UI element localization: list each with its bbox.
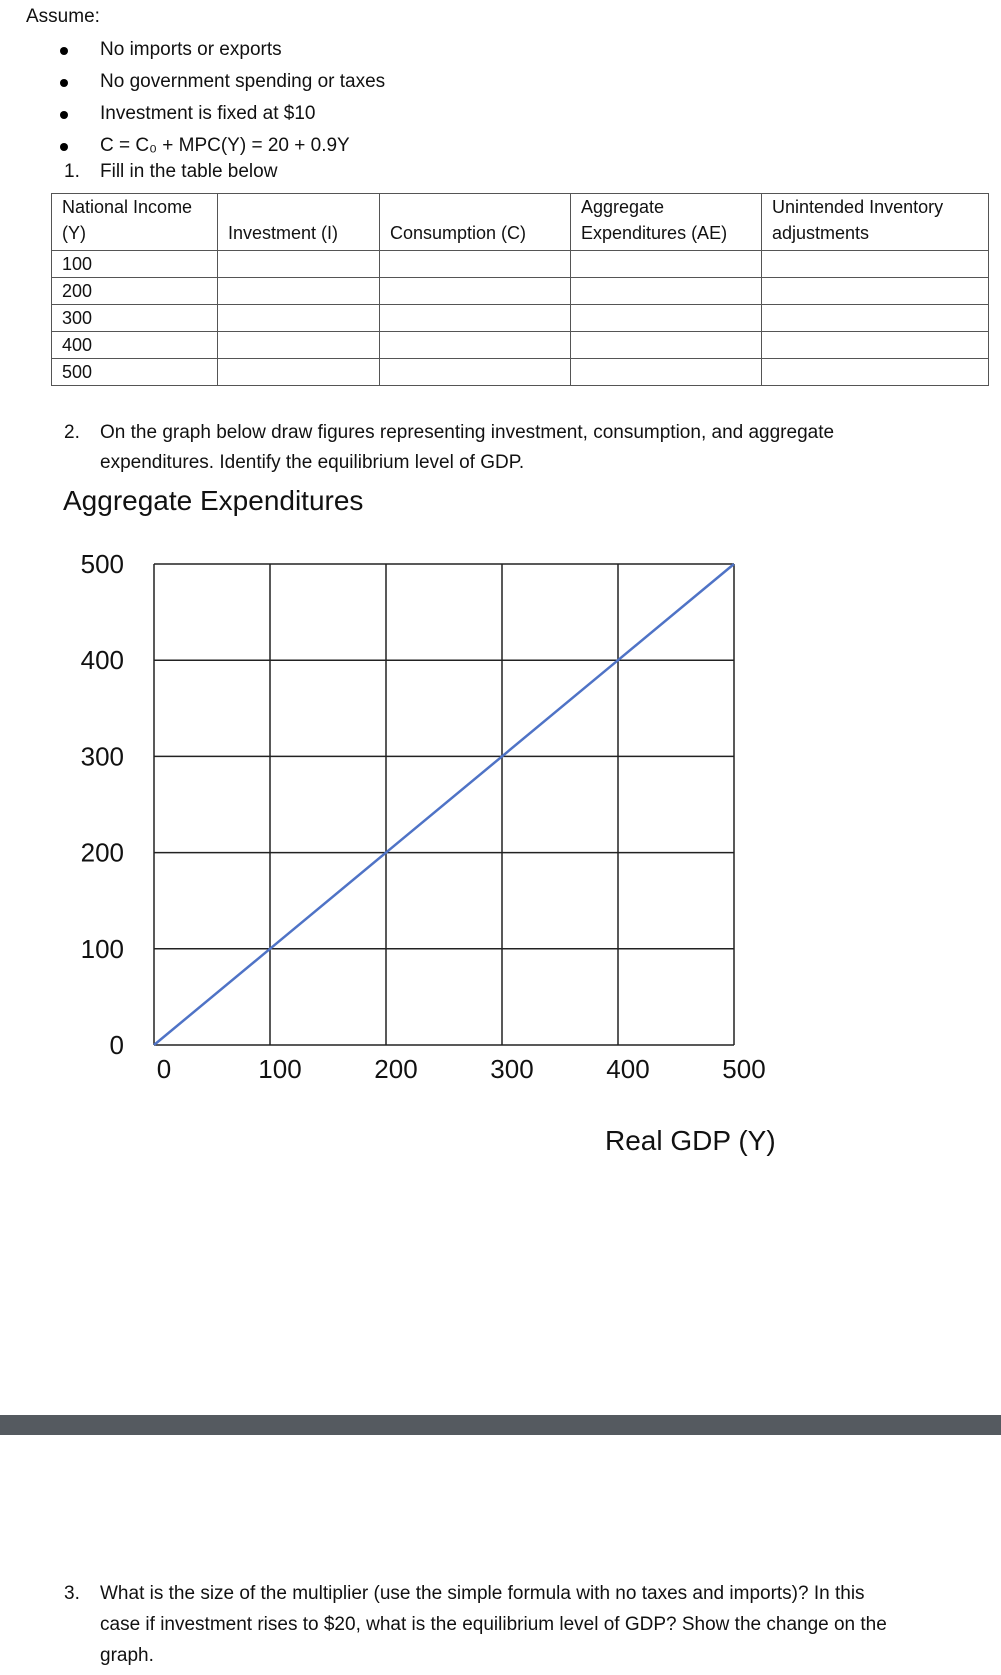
table-cell[interactable] <box>571 278 762 305</box>
question-text: Fill in the table below <box>100 161 278 182</box>
answer-table <box>51 193 989 386</box>
question-number: 2. <box>64 422 80 443</box>
y-tick-label: 300 <box>80 741 124 772</box>
question-text: expenditures. Identify the equilibrium level of GDP. <box>100 452 525 473</box>
table-cell[interactable] <box>571 305 762 332</box>
table-cell[interactable] <box>571 251 762 278</box>
question-2 <box>64 418 924 478</box>
assumption-text: No government spending or taxes <box>100 71 386 92</box>
question-text: case if investment rises to $20, what is the equilibrium level of GDP? Show the change on the <box>100 1614 887 1635</box>
y-tick-label: 200 <box>80 837 124 868</box>
assumption-text: Investment is fixed at $10 <box>100 103 316 124</box>
x-tick-label: 300 <box>490 1054 534 1084</box>
series-line <box>154 564 734 1045</box>
table-cell[interactable] <box>762 278 989 305</box>
assume-heading: Assume: <box>26 6 100 27</box>
table-row <box>52 332 989 359</box>
table-cell: 500 <box>52 359 218 386</box>
table-header-row <box>52 194 989 251</box>
column-header: National Income (Y) <box>52 194 218 251</box>
assumption-text: No imports or exports <box>100 39 282 60</box>
table-cell[interactable] <box>218 305 380 332</box>
table-cell[interactable] <box>762 305 989 332</box>
y-tick-label: 0 <box>109 1030 124 1060</box>
column-header: Unintended Inventory adjustments <box>762 194 989 251</box>
table-cell[interactable] <box>218 278 380 305</box>
table-cell: 300 <box>52 305 218 332</box>
table-row <box>52 305 989 332</box>
y-tick-label: 400 <box>80 645 124 676</box>
x-tick-label: 500 <box>722 1054 766 1084</box>
bullet-icon <box>60 47 68 55</box>
x-axis-label: Real GDP (Y) <box>605 1125 776 1156</box>
question-number: 1. <box>64 161 80 182</box>
aggregate-expenditure-chart <box>0 540 1001 1120</box>
x-tick-label: 200 <box>374 1054 418 1084</box>
x-tick-label: 100 <box>258 1054 302 1084</box>
assumption-item <box>60 130 385 162</box>
chart-title: Aggregate Expenditures <box>63 485 364 516</box>
assumption-text: C = C₀ + MPC(Y) = 20 + 0.9Y <box>100 135 350 156</box>
assumption-list <box>60 34 385 162</box>
table-row <box>52 359 989 386</box>
assumption-item <box>60 66 385 98</box>
assumption-item <box>60 98 385 130</box>
y-tick-label: 100 <box>80 933 124 964</box>
table-cell[interactable] <box>218 251 380 278</box>
x-axis-ticks <box>157 1054 766 1084</box>
assumption-item <box>60 34 385 66</box>
table-cell[interactable] <box>218 359 380 386</box>
table-cell[interactable] <box>762 332 989 359</box>
x-tick-label: 400 <box>606 1054 650 1084</box>
table-cell[interactable] <box>380 251 571 278</box>
table-cell: 100 <box>52 251 218 278</box>
bullet-icon <box>60 79 68 87</box>
question-text: What is the size of the multiplier (use the simple formula with no taxes and imports)? In this <box>100 1583 865 1604</box>
chart-series <box>154 564 734 1045</box>
table-row <box>52 278 989 305</box>
table-cell[interactable] <box>762 251 989 278</box>
table-cell[interactable] <box>380 305 571 332</box>
section-divider <box>0 1415 1001 1435</box>
table-row <box>52 251 989 278</box>
y-tick-label: 500 <box>80 549 124 579</box>
table-cell[interactable] <box>218 332 380 359</box>
question-text: On the graph below draw figures representing investment, consumption, and aggregate <box>100 422 835 443</box>
table-cell[interactable] <box>380 332 571 359</box>
table-cell[interactable] <box>571 332 762 359</box>
x-tick-label: 0 <box>156 1054 172 1084</box>
column-header: Consumption (C) <box>380 194 571 251</box>
table-cell[interactable] <box>762 359 989 386</box>
table-cell[interactable] <box>571 359 762 386</box>
question-number: 3. <box>64 1583 80 1604</box>
column-header: Aggregate Expenditures (AE) <box>571 194 762 251</box>
table-cell: 400 <box>52 332 218 359</box>
y-axis-ticks <box>81 549 124 1060</box>
bullet-icon <box>60 143 68 151</box>
question-1 <box>64 161 277 183</box>
question-text: graph. <box>100 1645 154 1666</box>
table-cell[interactable] <box>380 359 571 386</box>
question-3 <box>64 1578 964 1671</box>
column-header: Investment (I) <box>218 194 380 251</box>
table-cell[interactable] <box>380 278 571 305</box>
table-cell: 200 <box>52 278 218 305</box>
bullet-icon <box>60 111 68 119</box>
